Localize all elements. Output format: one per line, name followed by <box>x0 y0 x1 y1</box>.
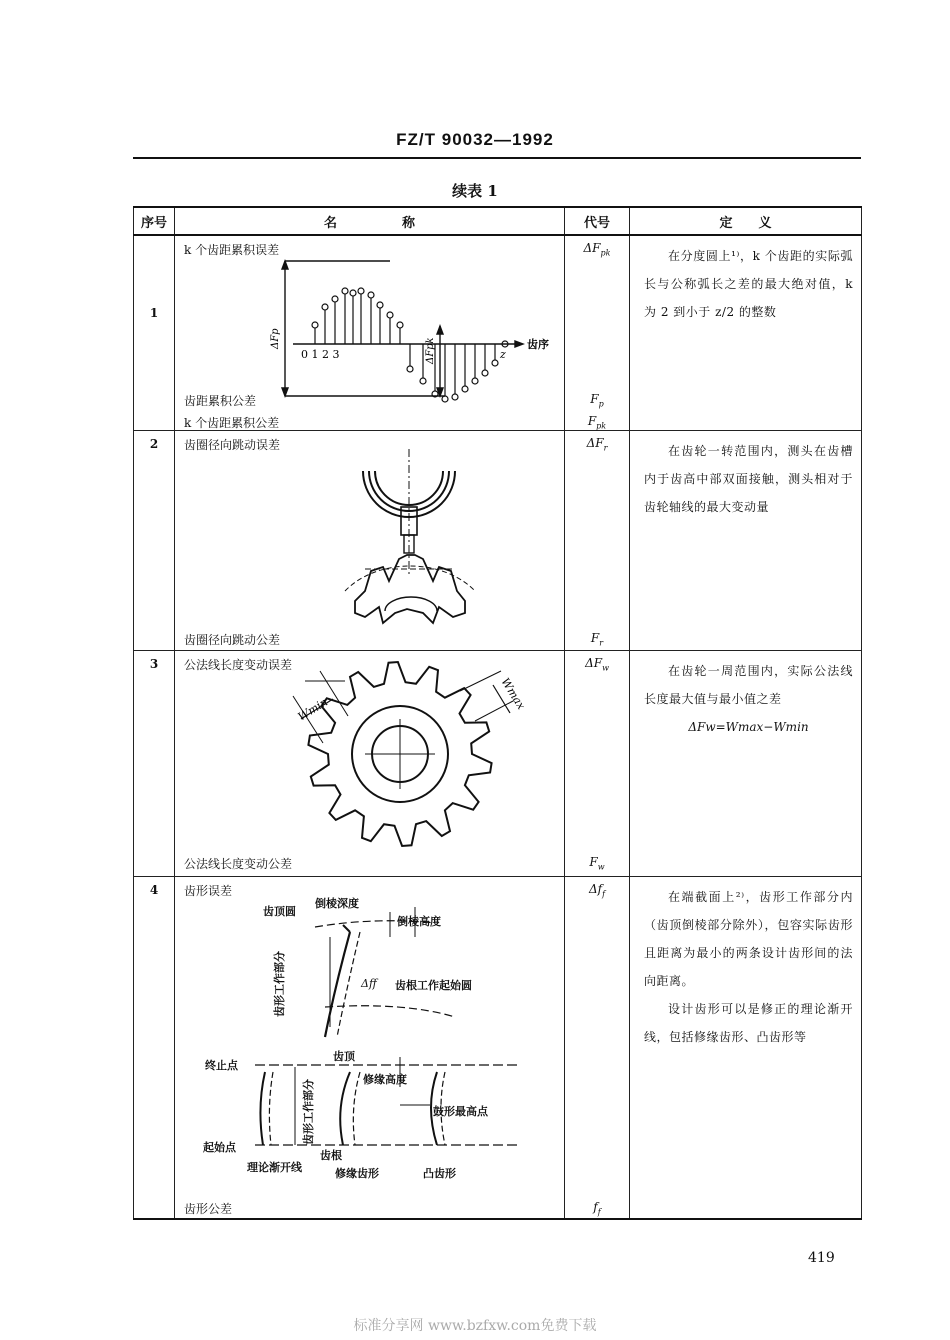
label-delta-ff: Δff <box>361 976 377 990</box>
label-working-part-2: 齿形工作部分 <box>302 1078 315 1145</box>
row-name: k 个齿距累积误差 <box>184 243 280 257</box>
label-working-part: 齿形工作部分 <box>273 950 286 1017</box>
page-number: 419 <box>808 1250 835 1266</box>
tolerance-name: 齿形公差 <box>184 1201 233 1216</box>
standard-header: FZ/T 90032—1992 <box>396 130 554 149</box>
table-row <box>134 876 862 1219</box>
col-definition: 定 义 <box>630 207 862 235</box>
col-seq: 序号 <box>134 207 175 235</box>
row-code-cell <box>565 235 630 430</box>
label-tooth-tip: 齿顶 <box>333 1049 355 1063</box>
row-name-cell <box>175 876 565 1219</box>
table-row <box>134 650 862 876</box>
label-convex: 凸齿形 <box>423 1166 456 1180</box>
wmin-label: Wmin <box>295 694 331 724</box>
header-rule <box>133 157 861 159</box>
left-dim-label: ΔFp <box>270 328 281 349</box>
row-code: $\Delta F_r$ <box>586 435 608 452</box>
row-code-cell <box>565 876 630 1219</box>
row-code-cell <box>565 430 630 650</box>
tolerance-code: $F_w$ <box>589 854 605 871</box>
end-label: z <box>500 348 506 361</box>
row-seq: 4 <box>134 876 175 1219</box>
profile-error-figure <box>175 877 565 1220</box>
span-variation-figure <box>175 651 565 877</box>
row-code: $\Delta F_w$ <box>585 655 609 672</box>
row-name-cell <box>175 650 565 876</box>
label-chamfer-depth: 倒棱深度 <box>315 896 359 910</box>
label-theoretical: 理论渐开线 <box>247 1160 302 1174</box>
label-crown-point: 鼓形最高点 <box>433 1104 488 1118</box>
row-name: 齿形误差 <box>184 883 233 898</box>
col-name: 名 称 <box>175 207 565 235</box>
watermark: 标准分享网 www.bzfxw.com免费下载 <box>353 1318 597 1334</box>
formula: ΔFw=Wmax−Wmin <box>688 719 809 734</box>
tolerance-code-1: $F_p$ <box>590 392 604 409</box>
label-relief-height: 修缘高度 <box>363 1072 407 1086</box>
row-name-cell <box>175 430 565 650</box>
table-row <box>134 235 862 430</box>
row-definition: 在分度圆上¹⁾，k 个齿距的实际弧长与公称弧长之差的最大绝对值，k 为 2 到小于 z/2 的整数 <box>630 235 862 430</box>
definitions-table <box>133 206 862 1220</box>
row-definition: 在齿轮一转范围内，测头在齿槽内于齿高中部双面接触，测头相对于齿轮轴线的最大变动量 <box>630 430 862 650</box>
radial-runout-figure <box>175 431 565 651</box>
axis-label: 齿序 <box>527 338 549 351</box>
wmax-label: Wmax <box>498 675 528 712</box>
label-start-point: 起始点 <box>203 1140 236 1154</box>
tolerance-name: 齿圈径向跳动公差 <box>184 632 281 647</box>
table-caption: 续表 1 <box>452 182 498 200</box>
row-code: $\Delta F_{pk}$ <box>583 241 611 258</box>
label-tip-relief: 修缘齿形 <box>335 1166 379 1180</box>
label-root-start: 齿根工作起始圆 <box>395 978 472 992</box>
row-code: $\Delta f_f$ <box>588 881 606 898</box>
label-chamfer-height: 倒棱高度 <box>397 914 441 928</box>
tolerance-name: 公法线长度变动公差 <box>184 856 293 871</box>
tolerance-code: $F_r$ <box>590 630 604 647</box>
row-seq: 1 <box>134 235 175 430</box>
table-row <box>134 430 862 650</box>
col-code: 代号 <box>565 207 630 235</box>
table-header-row <box>134 207 862 235</box>
tolerance-name-1: 齿距累积公差 <box>184 394 257 408</box>
row-name-cell <box>175 235 565 430</box>
row-name: 齿圈径向跳动误差 <box>184 437 281 452</box>
label-end-point: 终止点 <box>205 1058 238 1072</box>
row-seq: 3 <box>134 650 175 876</box>
right-dim-label: ΔFpk <box>425 337 436 364</box>
tolerance-code-2: $F_{pk}$ <box>587 414 607 431</box>
row-definition: 在齿轮一周范围内，实际公法线长度最大值与最小值之差 ΔFw=Wmax−Wmin <box>630 650 862 876</box>
row-definition: 在端截面上²⁾，齿形工作部分内（齿顶倒棱部分除外），包容实际齿形且距离为最小的两条设计齿形间的法向距离。 设计齿形可以是修正的理论渐开线，包括修缘齿形、凸齿形等 <box>630 876 862 1219</box>
row-seq: 2 <box>134 430 175 650</box>
row-code-cell <box>565 650 630 876</box>
tick-labels: 0 1 2 3 <box>301 348 340 361</box>
tolerance-name-2: k 个齿距累积公差 <box>184 416 280 430</box>
row-name: 公法线长度变动误差 <box>184 657 293 672</box>
tolerance-code: $f_f$ <box>593 1199 601 1216</box>
label-tip-circle: 齿顶圆 <box>263 904 296 918</box>
label-tooth-root: 齿根 <box>320 1148 342 1162</box>
